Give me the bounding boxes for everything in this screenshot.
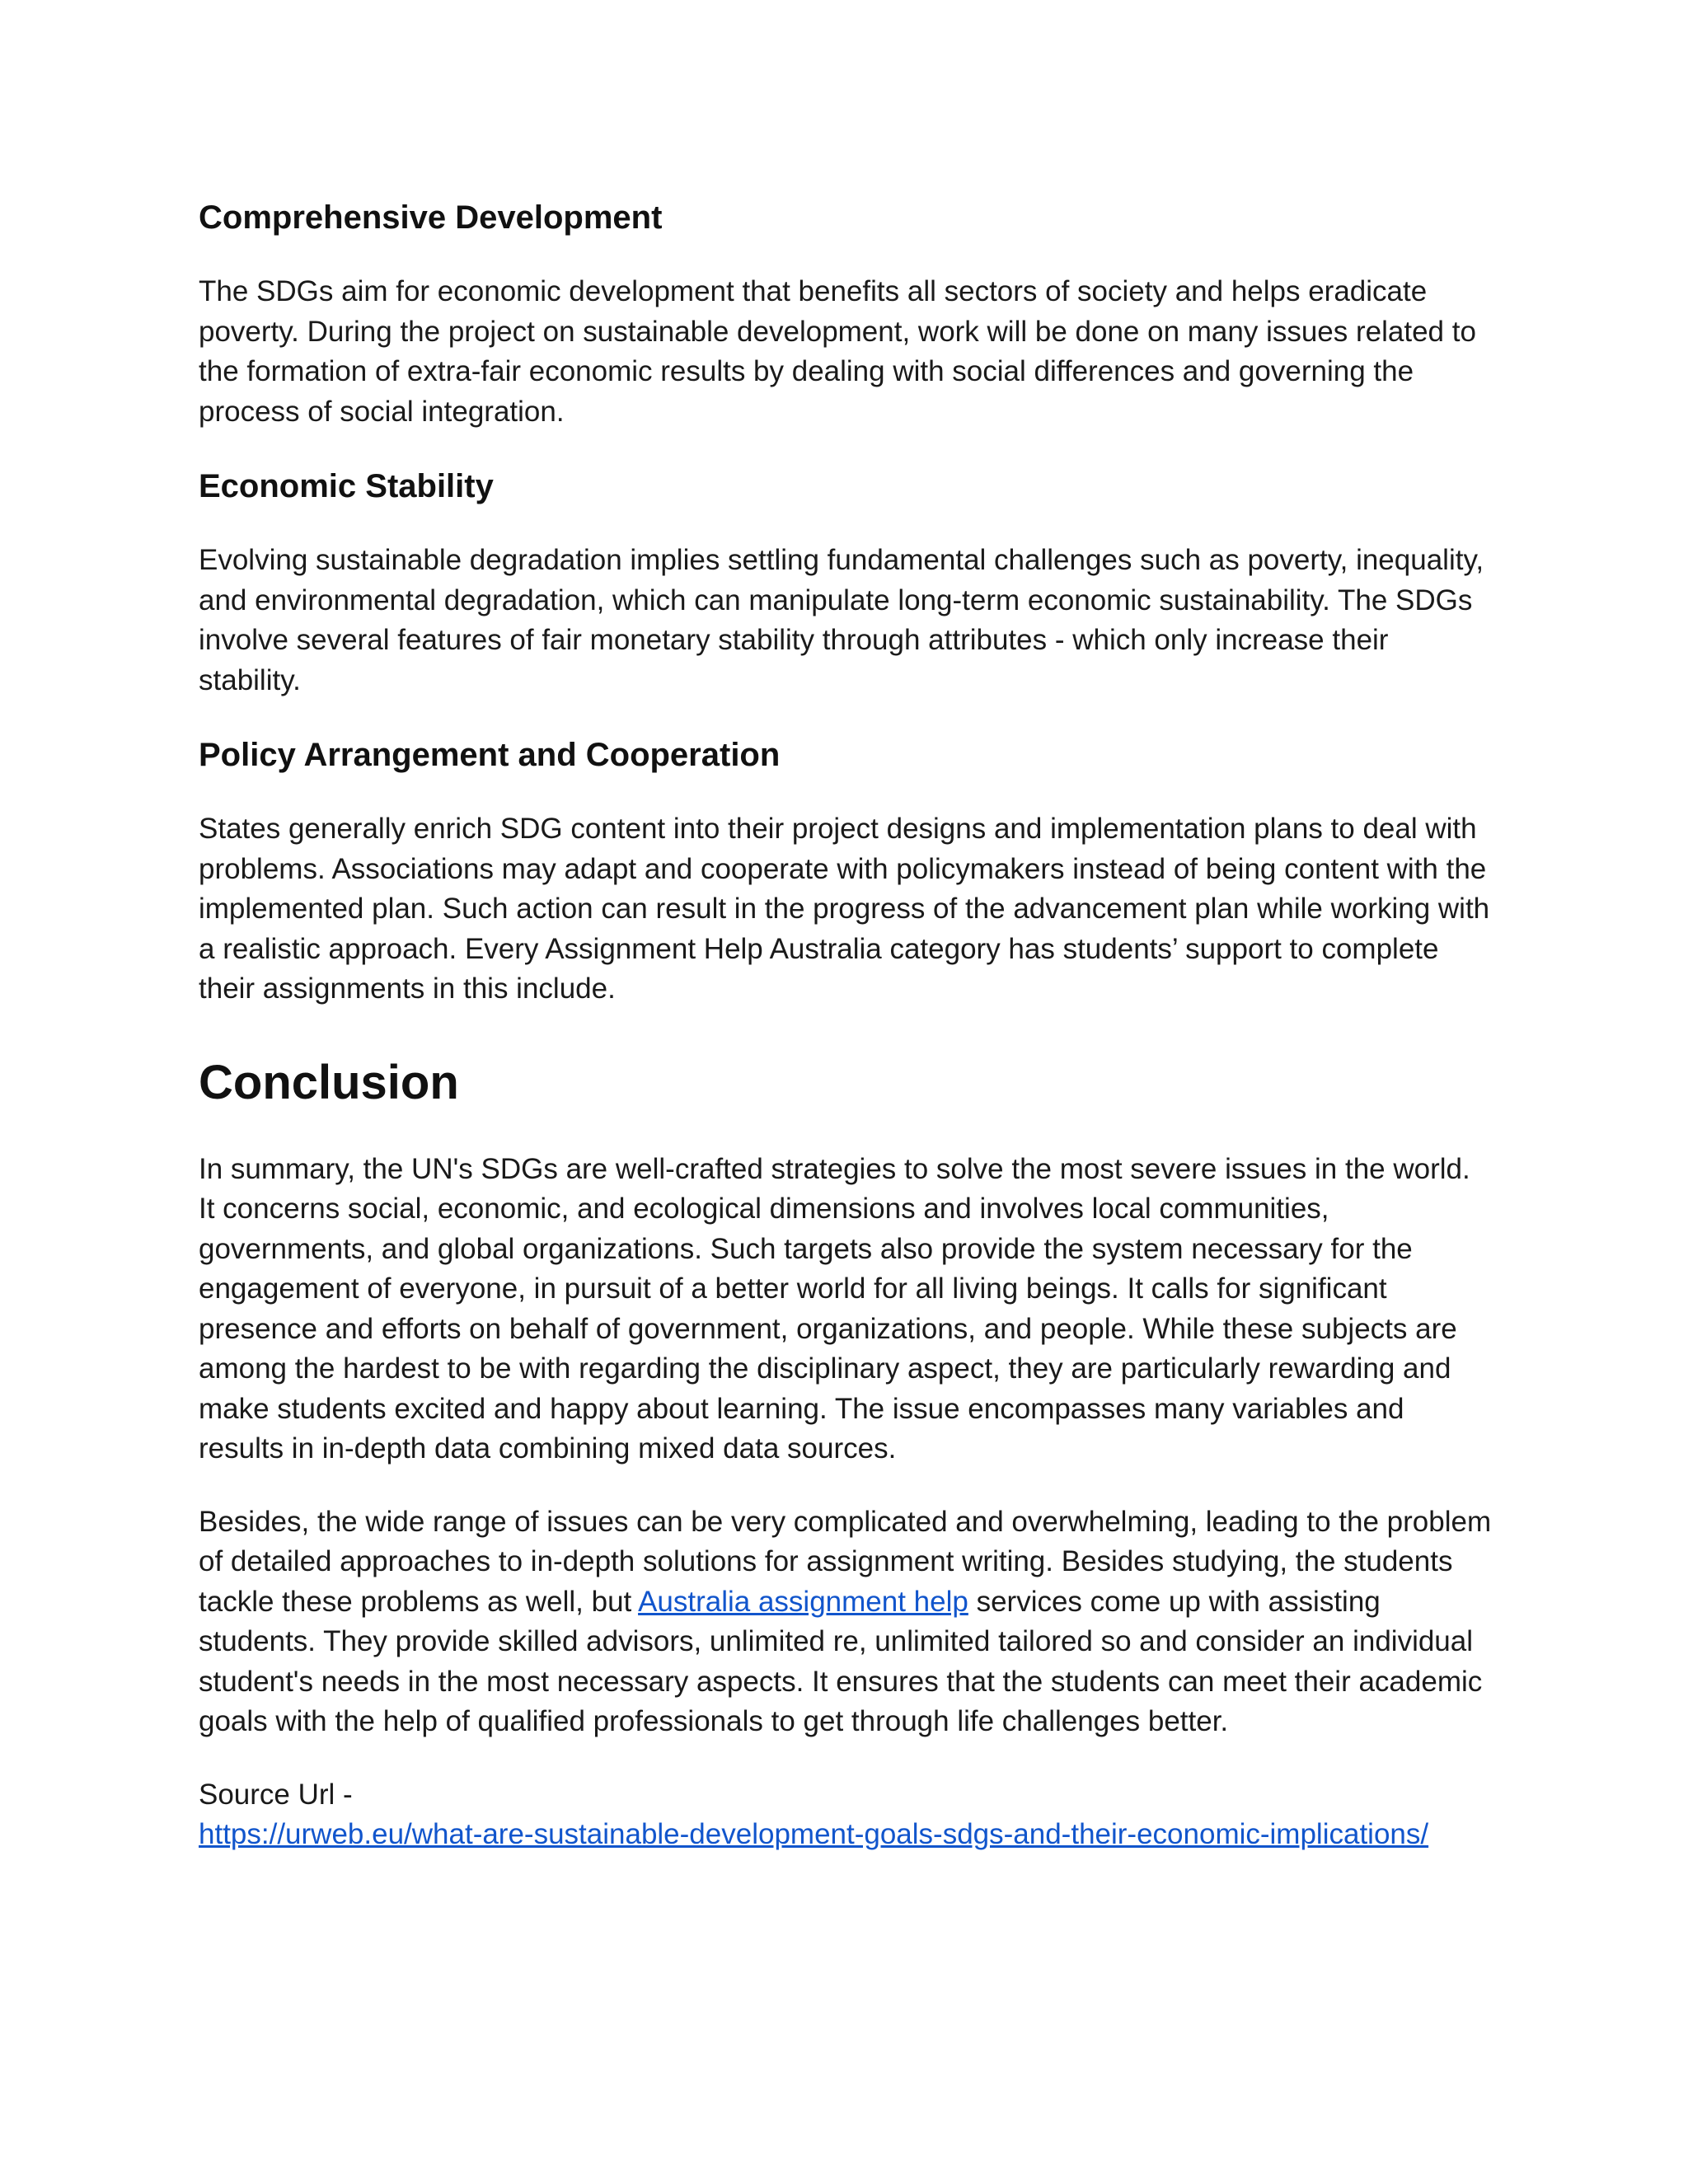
section-heading-comprehensive-development: Comprehensive Development xyxy=(199,199,663,236)
source-url-paragraph xyxy=(199,1815,1493,1855)
document-page xyxy=(199,196,1493,1855)
section-heading-policy-arrangement: Policy Arrangement and Cooperation xyxy=(199,737,781,773)
paragraph-economic-stability: Evolving sustainable degradation implies settling fundamental challenges such as poverty, inequality, and environmental degradation, which can manipulate long-term economic sustainability. The SDGs involve several features of fair monetary stability through attributes - which only increase their stability. xyxy=(199,544,1484,696)
australia-assignment-help-link[interactable]: Australia assignment help xyxy=(638,1585,968,1618)
paragraph-comprehensive-development: The SDGs aim for economic development that benefits all sectors of society and helps eradicate poverty. During the project on sustainable development, work will be done on many issues related to the formation of extra-fair economic results by dealing with social differences and governing the process of social integration. xyxy=(199,275,1476,428)
conclusion-paragraph-1: In summary, the UN's SDGs are well-crafted strategies to solve the most severe issues in the world. It concerns social, economic, and ecological dimensions and involves local communities, governments, and global organizations. Such targets also provide the system necessary for the engagement of everyone, in pursuit of a better world for all living beings. It calls for significant presence and efforts on behalf of government, organizations, and people. While these subjects are among the hardest to be with regarding the disciplinary aspect, they are particularly rewarding and make students excited and happy about learning. The issue encompasses many variables and results in in-depth data combining mixed data sources. xyxy=(199,1152,1470,1465)
section-heading-economic-stability: Economic Stability xyxy=(199,468,494,504)
conclusion-paragraph-2-text-after: services come up with assisting students. They provide skilled advisors, unlimited re, unlimited tailored so and consider an individual student's needs in the most necessary aspects. It ensures that the students can meet their academic goals with the help of qualified professionals to get through life challenges better. xyxy=(199,1585,1483,1737)
conclusion-heading: Conclusion xyxy=(199,1055,459,1109)
conclusion-paragraph-2-text-before: Besides, the wide range of issues can be very complicated and overwhelming, leading to the problem of detailed approaches to in-depth solutions for assignment writing. Besides studying, the students tackle these problems as well, but xyxy=(199,1505,1492,1618)
conclusion-paragraph-2 xyxy=(199,1502,1493,1742)
paragraph-policy-arrangement: States generally enrich SDG content into their project designs and implementation plans to deal with problems. Associations may adapt and cooperate with policymakers instead of being content with the implemented plan. Such action can result in the progress of the advancement plan while working with a realistic approach. Every Assignment Help Australia category has students’ support to complete their assignments in this include. xyxy=(199,813,1490,1005)
source-label: Source Url - xyxy=(199,1778,353,1811)
source-url-link[interactable]: https://urweb.eu/what-are-sustainable-development-goals-sdgs-and-their-economic-implications/ xyxy=(199,1818,1429,1850)
